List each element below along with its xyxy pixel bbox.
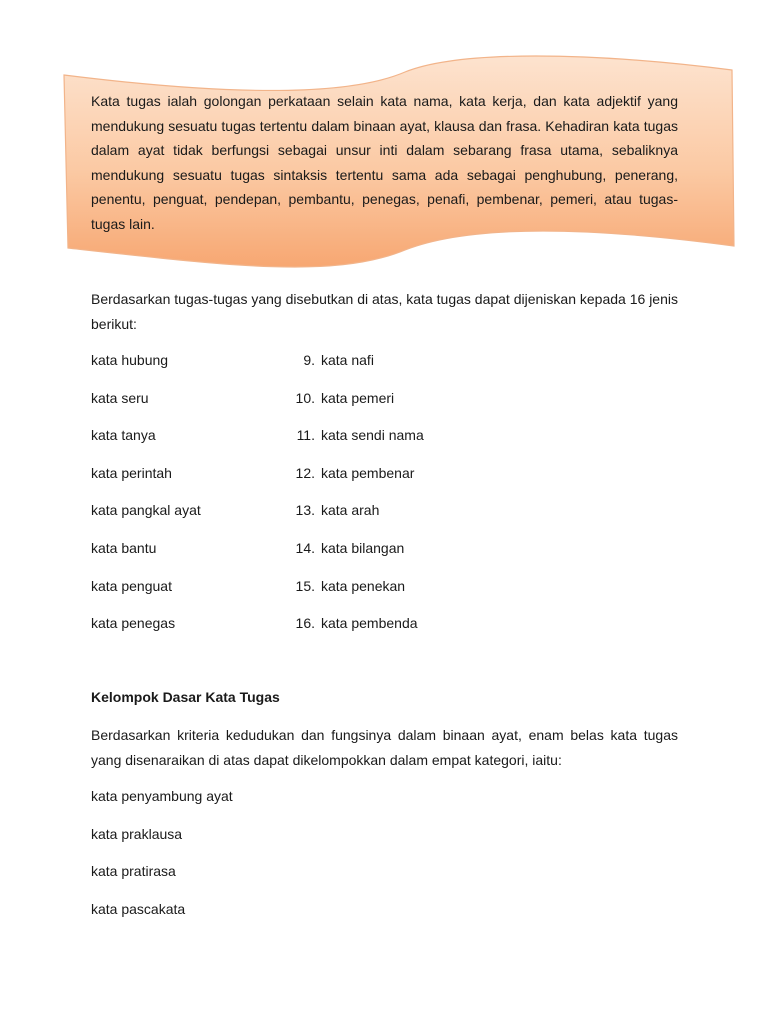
- list-item: kata tanya: [91, 427, 156, 444]
- list-label: kata penekan: [321, 577, 406, 594]
- list-item: kata penyambung ayat: [91, 788, 233, 804]
- list-label: kata pembenar: [321, 464, 415, 481]
- banner-text: Kata tugas ialah golongan perkataan selain kata nama, kata kerja, dan kata adjektif yang mendukung sesuatu tugas tertentu dalam binaan ayat, klausa dan frasa. Kehadiran kata tugas dalam ayat tidak berfungsi sebagai unsur inti dalam sebarang frasa utama, sebaliknya mendukung sesuatu tugas sintaksis tertentu sama ada sebagai penghubung, penerang, penentu, penguat, pendepan, pembantu, penegas, penafi, pembenar, pemeri, atau tugas-tugas lain.: [91, 93, 678, 232]
- list-label: kata sendi nama: [321, 427, 424, 444]
- list-item: [283, 500, 424, 538]
- list-item: [283, 463, 424, 501]
- category-list: [91, 786, 233, 936]
- list-item: [283, 576, 424, 614]
- list-item: kata praklausa: [91, 825, 183, 842]
- list-item: [283, 350, 424, 388]
- list-number: 16.: [295, 615, 315, 632]
- list-item: kata penguat: [91, 577, 172, 594]
- types-list-right: [283, 350, 424, 651]
- list-label: kata pemeri: [321, 389, 395, 406]
- list-item: [283, 425, 424, 463]
- list-item: kata perintah: [91, 464, 172, 481]
- list-item: kata pratirasa: [91, 863, 176, 880]
- list-item: kata bantu: [91, 539, 157, 556]
- list-number: 15.: [295, 577, 315, 594]
- list-label: kata bilangan: [321, 539, 405, 556]
- list-label: kata nafi: [321, 352, 374, 368]
- section-text: Berdasarkan kriteria kedudukan dan fungsinya dalam binaan ayat, enam belas kata tugas yang disenaraikan di atas dapat dikelompokkan dalam empat kategori, iaitu:: [91, 727, 678, 768]
- list-number: 11.: [296, 427, 315, 444]
- list-number: 12.: [295, 464, 315, 481]
- list-item: kata hubung: [91, 352, 169, 368]
- intro-text: Berdasarkan tugas-tugas yang disebutkan di atas, kata tugas dapat dijeniskan kepada 16 jenis berikut:: [91, 291, 678, 332]
- list-item: [283, 538, 424, 576]
- list-label: kata arah: [321, 502, 380, 519]
- list-label: kata pembenda: [321, 615, 418, 632]
- list-number: 14.: [295, 539, 315, 556]
- list-item: kata pascakata: [91, 900, 186, 917]
- list-number: 13.: [295, 502, 315, 519]
- list-number: 9.: [303, 352, 315, 368]
- types-list-left: [91, 350, 201, 651]
- section-heading: Kelompok Dasar Kata Tugas: [91, 689, 280, 705]
- list-number: 10.: [295, 389, 315, 406]
- list-item: kata penegas: [91, 615, 176, 632]
- list-item: kata pangkal ayat: [91, 502, 201, 519]
- list-item: kata seru: [91, 389, 149, 406]
- list-item: [283, 388, 424, 426]
- list-item: [283, 613, 424, 651]
